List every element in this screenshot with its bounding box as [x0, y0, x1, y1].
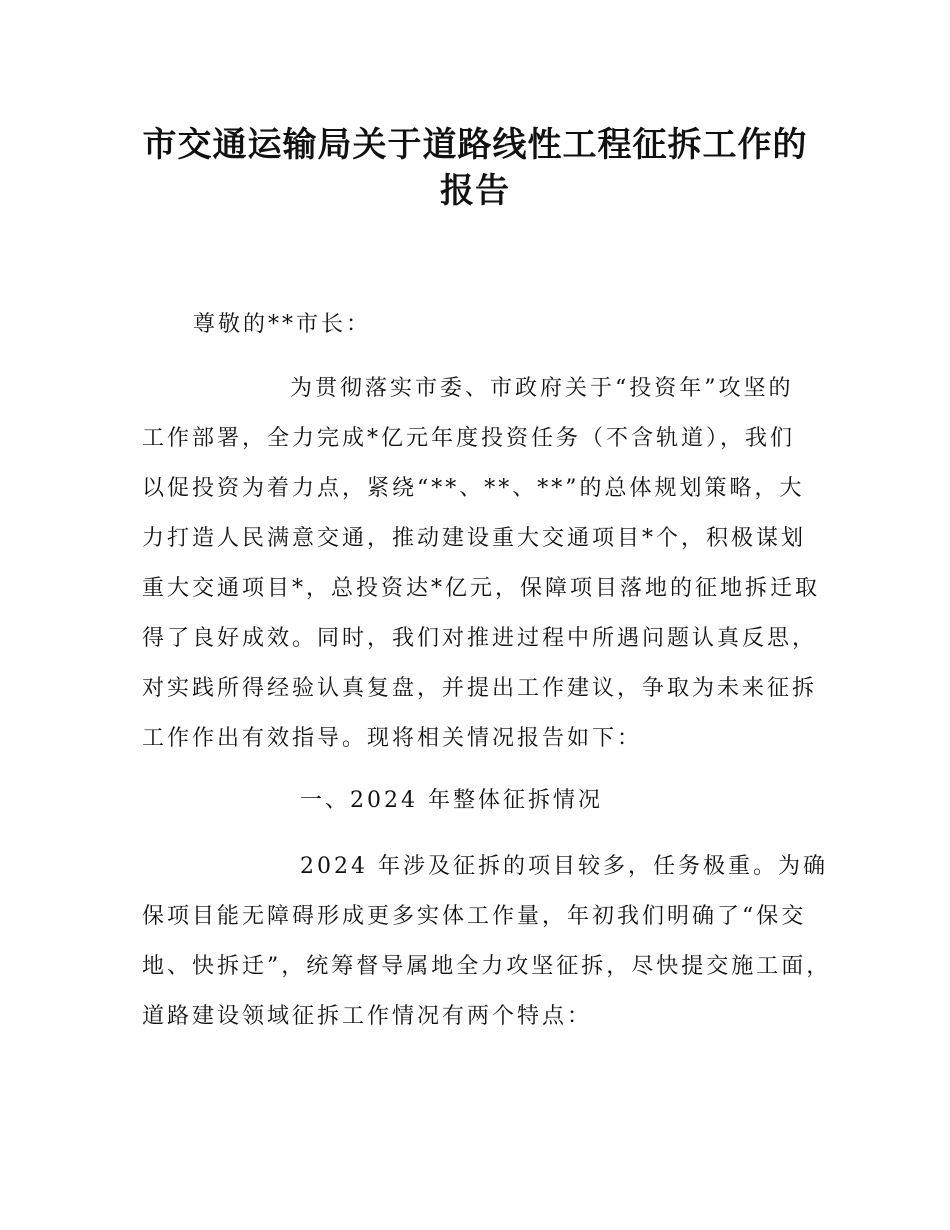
intro-line: 得了良好成效。同时，我们对推进过程中所遇问题认真反思，	[142, 626, 818, 651]
section-heading-1: 一、2024 年整体征拆情况	[300, 788, 603, 813]
section-1-line: 道路建设领域征拆工作情况有两个特点：	[142, 1004, 593, 1029]
intro-line: 对实践所得经验认真复盘，并提出工作建议，争取为未来征拆	[142, 676, 818, 701]
intro-line: 以促投资为着力点，紧绕“**、**、**”的总体规划策略，大	[142, 476, 805, 501]
document-title-line-2: 报告	[440, 171, 510, 211]
intro-line: 力打造人民满意交通，推动建设重大交通项目*个，积极谋划	[142, 526, 807, 551]
section-1-line: 地、快拆迁”，统筹督导属地全力攻坚征拆，尽快提交施工面，	[142, 954, 832, 979]
intro-line: 工作部署，全力完成*亿元年度投资任务（不含轨道），我们	[142, 426, 796, 451]
intro-line: 工作作出有效指导。现将相关情况报告如下：	[142, 726, 643, 751]
intro-line: 为贯彻落实市委、市政府关于“投资年”攻坚的	[290, 376, 794, 401]
intro-line: 重大交通项目*，总投资达*亿元，保障项目落地的征地拆迁取	[142, 576, 821, 601]
salutation: 尊敬的**市长：	[193, 312, 372, 337]
section-1-line: 2024 年涉及征拆的项目较多，任务极重。为确	[300, 854, 828, 879]
section-1-line: 保项目能无障碍形成更多实体工作量，年初我们明确了“保交	[142, 904, 807, 929]
document-title-line-1: 市交通运输局关于道路线性工程征拆工作的	[142, 125, 808, 165]
